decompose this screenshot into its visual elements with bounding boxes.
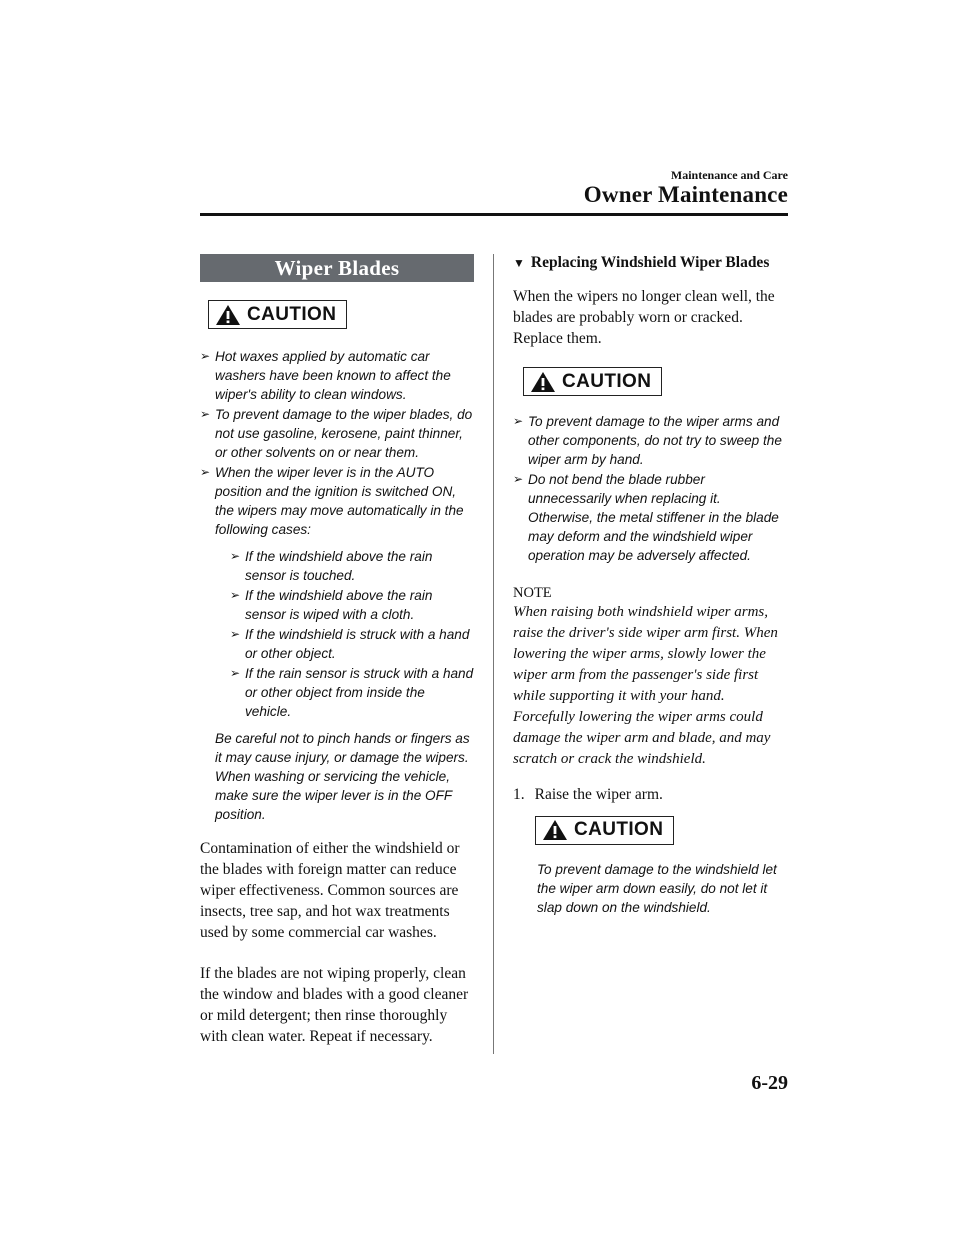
caution-sublist bbox=[230, 547, 474, 721]
caution-list bbox=[513, 412, 789, 565]
caution-list bbox=[200, 347, 474, 721]
note-text: When raising both windshield wiper arms, raise the driver's side wiper arm first. When lowering the wiper arms, slowly lower the wiper arm from the passenger's side first while supporting it with your hand. Forcefully lowering the wiper arms could damage the wiper arm and blade, and may scratch or crack the windshield. bbox=[513, 603, 778, 767]
caution-label: CAUTION bbox=[247, 303, 337, 325]
caution-subitem: ➢ If the windshield above the rain sensor is wiped with a cloth. bbox=[230, 587, 433, 622]
page-number: 6-29 bbox=[751, 1072, 788, 1094]
left-column bbox=[200, 254, 474, 1047]
chapter-title: Maintenance and Care bbox=[670, 168, 788, 182]
arrow-bullet-icon: ➢ bbox=[200, 406, 211, 421]
arrow-bullet-icon: ➢ bbox=[230, 587, 241, 602]
arrow-bullet-icon: ➢ bbox=[230, 665, 241, 680]
arrow-bullet-icon: ➢ bbox=[200, 348, 211, 363]
column-divider bbox=[493, 254, 494, 1054]
caution-item: ➢ Hot waxes applied by automatic car washers have been known to affect the wiper's ability to clean windows. bbox=[200, 348, 451, 402]
wiper-blades-title: Wiper Blades bbox=[200, 254, 474, 282]
warning-triangle-icon bbox=[542, 819, 568, 841]
caution-badge bbox=[523, 367, 662, 396]
caution-subitem: ➢ If the windshield above the rain sensor is touched. bbox=[230, 548, 433, 583]
step-number: 1. bbox=[513, 785, 525, 803]
intro-paragraph: When the wipers no longer clean well, the blades are probably worn or cracked. Replace them. bbox=[513, 288, 775, 347]
right-column bbox=[513, 254, 789, 917]
caution-label: CAUTION bbox=[574, 819, 664, 840]
caution-header bbox=[535, 816, 789, 847]
paragraph: If the blades are not wiping properly, clean the window and blades with a good cleaner or mild detergent; then rinse thoroughly with clean water. Repeat if necessary. bbox=[200, 964, 469, 1045]
step-text: Raise the wiper arm. bbox=[534, 785, 663, 803]
caution-item: ➢ Do not bend the blade rubber unnecessarily when replacing it. Otherwise, the metal stiffener in the blade may deform and the windshield wiper operation may be adversely affected. bbox=[513, 471, 779, 563]
note-label: NOTE bbox=[513, 584, 552, 601]
caution-badge bbox=[535, 816, 674, 845]
header-rule bbox=[200, 213, 788, 216]
triangle-down-icon: ▼ bbox=[513, 255, 525, 270]
caution-label: CAUTION bbox=[562, 370, 652, 392]
step-caution-text: To prevent damage to the windshield let the wiper arm down easily, do not let it slap down on the windshield. bbox=[537, 862, 777, 915]
arrow-bullet-icon: ➢ bbox=[513, 413, 524, 428]
warning-triangle-icon bbox=[530, 371, 556, 393]
caution-item: ➢ To prevent damage to the wiper blades, do not use gasoline, kerosene, paint thinner, or other solvents on or near them. bbox=[200, 406, 473, 460]
replacing-blades-heading: ▼ Replacing Windshield Wiper Blades bbox=[513, 254, 770, 271]
paragraph: Contamination of either the windshield or the blades with foreign matter can reduce wiper effectiveness. Common sources are insects, tree sap, and hot wax treatments used by some commercial car washes. bbox=[200, 839, 460, 941]
warning-triangle-icon bbox=[215, 304, 241, 326]
arrow-bullet-icon: ➢ bbox=[513, 471, 524, 486]
step-item bbox=[513, 786, 789, 804]
caution-subitem: ➢ If the windshield is struck with a hand or other object. bbox=[230, 626, 470, 661]
arrow-bullet-icon: ➢ bbox=[200, 464, 211, 479]
caution-header bbox=[523, 367, 789, 398]
caution-item: ➢ When the wiper lever is in the AUTO position and the ignition is switched ON, the wipers may move automatically in the following cases: ➢ If the windshield above the rain sensor is touched. ➢ If the windshield above the rain sensor is wiped with a cloth. ➢ If the windshield is struck with a hand or other object. ➢ If the rain sensor is struck with a hand or other object from inside the vehicle. bbox=[200, 464, 474, 719]
caution-trailing-text: Be careful not to pinch hands or fingers as it may cause injury, or damage the wipers. When washing or servicing the vehicle, make sure the wiper lever is in the OFF position. bbox=[215, 730, 470, 822]
arrow-bullet-icon: ➢ bbox=[230, 548, 241, 563]
caution-header bbox=[208, 300, 474, 331]
caution-badge bbox=[208, 300, 347, 329]
caution-subitem: ➢ If the rain sensor is struck with a hand or other object from inside the vehicle. bbox=[230, 665, 474, 719]
caution-item: ➢ To prevent damage to the wiper arms and other components, do not try to sweep the wiper arm by hand. bbox=[513, 413, 782, 467]
section-title: Owner Maintenance bbox=[583, 182, 788, 207]
arrow-bullet-icon: ➢ bbox=[230, 626, 241, 641]
